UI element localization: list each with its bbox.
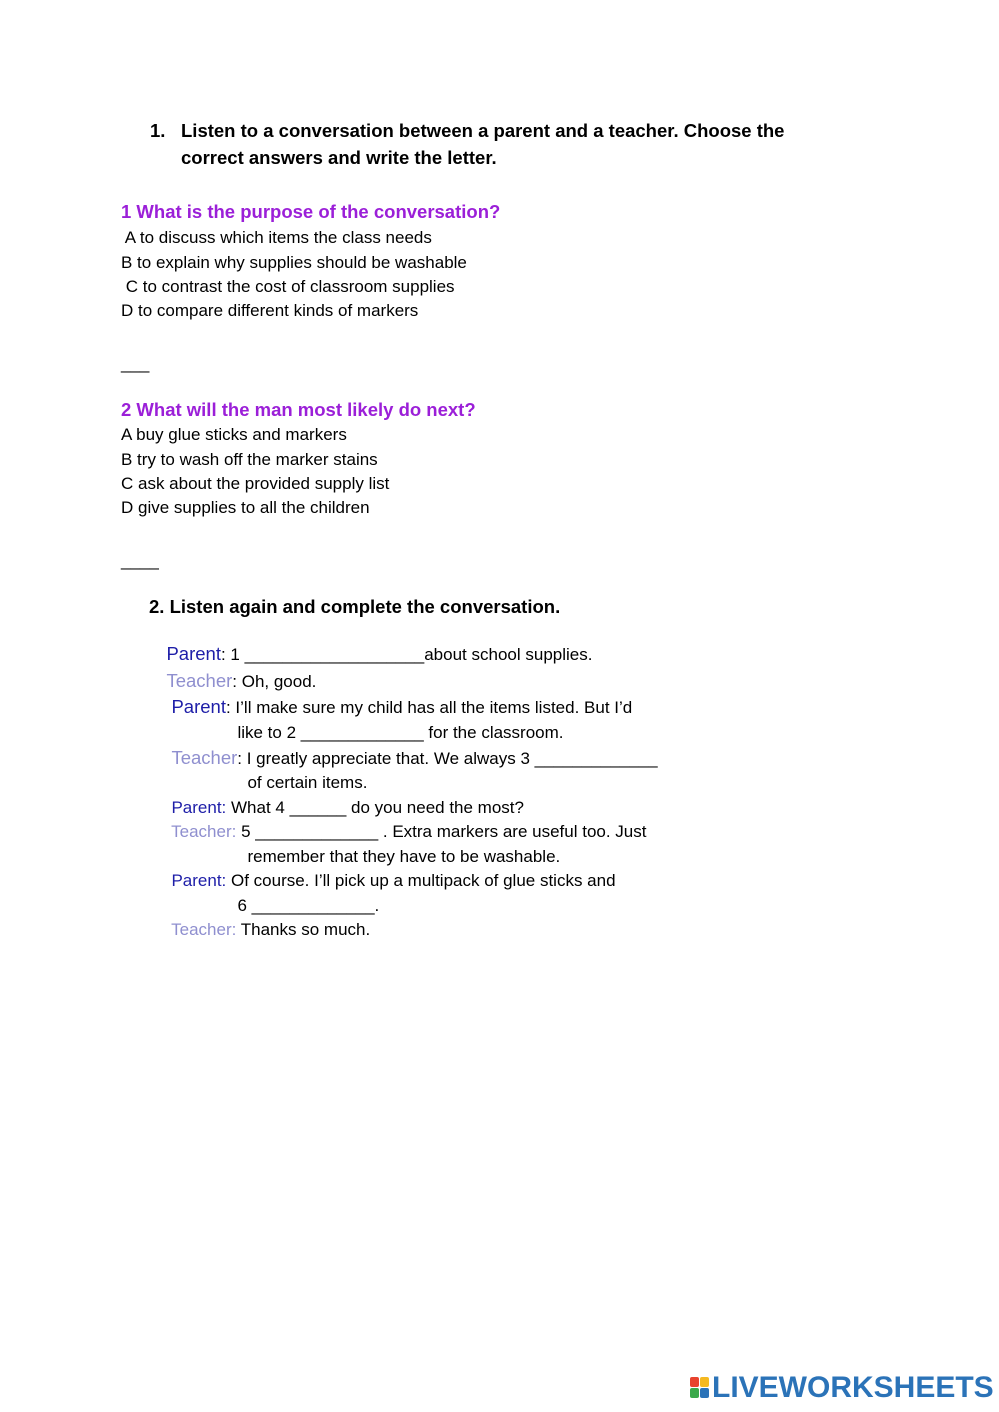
- line-text: of certain items.: [247, 773, 368, 792]
- speaker-parent: Parent:: [171, 871, 227, 890]
- liveworksheets-icon: [690, 1377, 710, 1399]
- line-text: like to 2 _____________ for the classroom.: [237, 723, 564, 742]
- line-text: : 1 ___________________about school supplies.: [220, 645, 593, 664]
- question-1-option-d: D to compare different kinds of markers: [121, 301, 419, 320]
- question-1-title: 1 What is the purpose of the conversation?: [121, 201, 501, 222]
- line-text: 5 _____________ . Extra markers are useful too. Just: [236, 822, 647, 841]
- question-2-option-d: D give supplies to all the children: [121, 498, 370, 517]
- conversation-line: [162, 727, 658, 769]
- line-text: Of course. I’ll pick up a multipack of glue sticks and: [226, 871, 616, 890]
- question-2-answer-blank[interactable]: ____: [121, 551, 159, 570]
- question-1-option-b: B to explain why supplies should be washable: [121, 253, 467, 272]
- speaker-teacher: Teacher:: [171, 822, 237, 841]
- question-2-option-a: A buy glue sticks and markers: [121, 425, 347, 444]
- speaker-parent: Parent: [171, 696, 226, 717]
- liveworksheets-logo[interactable]: [690, 1372, 994, 1404]
- conversation-line: [162, 900, 370, 940]
- line-text: Thanks so much.: [236, 920, 371, 939]
- speaker-teacher: Teacher: [166, 670, 233, 691]
- line-text: What 4 ______ do you need the most?: [226, 798, 524, 817]
- task2-heading: 2. Listen again and complete the conversation.: [149, 596, 561, 617]
- task1-number: 1.: [150, 120, 166, 141]
- speaker-parent: Parent: [166, 643, 221, 664]
- question-1-option-c: C to contrast the cost of classroom supplies: [121, 277, 455, 296]
- question-2-option-c: C ask about the provided supply list: [121, 474, 390, 493]
- line-text: 6 _____________.: [237, 896, 380, 915]
- line-text: : I’ll make sure my child has all the items listed. But I’d: [225, 698, 633, 717]
- line-text: : I greatly appreciate that. We always 3 _____________: [237, 749, 658, 768]
- question-2-option-b: B try to wash off the marker stains: [121, 450, 378, 469]
- logo-text: LIVEWORKSHEETS: [712, 1371, 994, 1404]
- line-text: : Oh, good.: [232, 672, 317, 691]
- speaker-teacher: Teacher:: [171, 920, 237, 939]
- line-text: remember that they have to be washable.: [247, 847, 561, 866]
- speaker-teacher: Teacher: [171, 747, 238, 768]
- question-2-title: 2 What will the man most likely do next?: [121, 399, 476, 420]
- speaker-parent: Parent:: [171, 798, 227, 817]
- question-1-answer-blank[interactable]: ___: [121, 354, 150, 373]
- task1-instruction-line1: Listen to a conversation between a parent and a teacher. Choose the: [181, 120, 785, 141]
- task1-instruction-line2: correct answers and write the letter.: [181, 147, 497, 168]
- question-1-option-a: A to discuss which items the class needs: [121, 228, 432, 247]
